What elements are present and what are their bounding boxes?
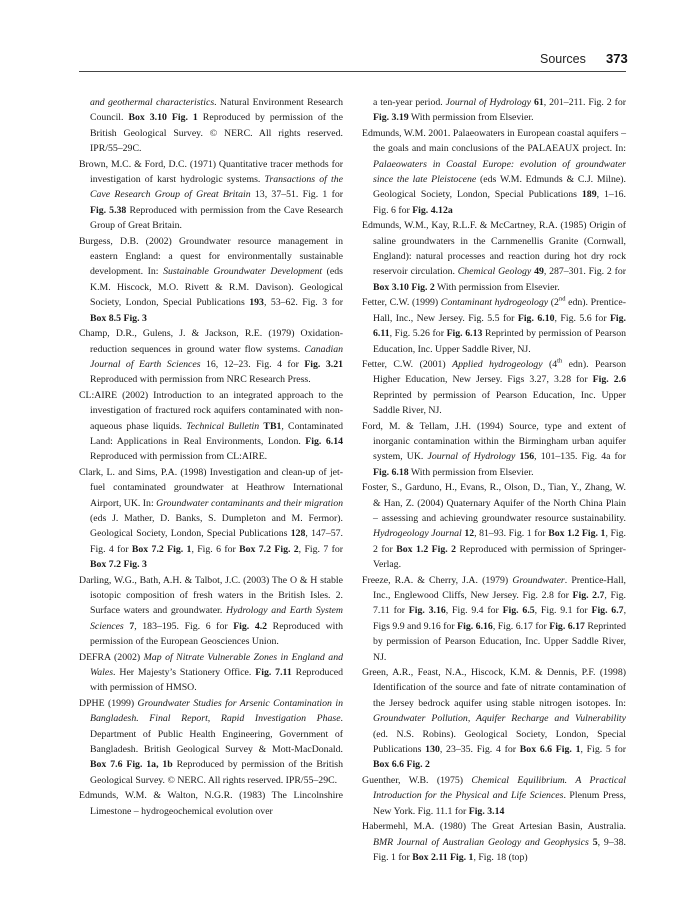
reference-entry: CL:AIRE (2002) Introduction to an integrated approach to the investigation of fractured rock aquifers contaminated with non-aqueous phase liquids. Technical Bulletin TB1, Contaminated Land: Applications in Real Environments, London. Fig. 6.14 Reproduced with permission from CL:AIRE. (79, 389, 344, 463)
reference-entry: a ten-year period. Journal of Hydrology 61, 201–211. Fig. 2 for Fig. 3.19 With permission from Elsevier. (373, 97, 626, 124)
running-header-title: Sources (540, 52, 586, 66)
reference-entry: Clark, L. and Sims, P.A. (1998) Investigation and clean-up of jet-fuel contaminated groundwater at Heathrow International Airport, UK. In: Groundwater contaminants and their migration (eds J. Mather, D. Banks, S. Dumpleton and M. Fermor). Geological Society, London, Special Publications 128, 147–57. Fig. 4 for Box 7.2 Fig. 1, Fig. 6 for Box 7.2 Fig. 2, Fig. 7 for Box 7.2 Fig. 3 (79, 466, 343, 571)
reference-entry: Edmunds, W.M. 2001. Palaeowaters in European coastal aquifers – the goals and main conclusions of the PALAEAUX project. In: Palaeowaters in Coastal Europe: evolution of groundwater since the late Pleistocene (eds W.M. Edmunds & C.J. Milne). Geological Society, London, Special Publications 189, 1–16. Fig. 6 for Fig. 4.12a (362, 127, 626, 216)
reference-entry: Ford, M. & Tellam, J.H. (1994) Source, type and extent of inorganic contamination within the Birmingham urban aquifer system, UK. Journal of Hydrology 156, 101–135. Fig. 4a for Fig. 6.18 With permission from Elsevier. (362, 420, 626, 478)
page-number: 373 (606, 51, 628, 66)
reference-entry: Edmunds, W.M. & Walton, N.G.R. (1983) The Lincolnshire Limestone – hydrogeochemical evolution over (79, 790, 343, 817)
reference-entry: DPHE (1999) Groundwater Studies for Arsenic Contamination in Bangladesh. Final Report, Rapid Investigation Phase. Department of Public Health Engineering, Government of Bangladesh. British Geological Survey & Mott-MacDonald. Box 7.6 Fig. 1a, 1b Reproduced by permission of the British Geological Survey. © NERC. All rights reserved. IPR/55–29C. (79, 697, 343, 786)
reference-entry: Fetter, C.W. (1999) Contaminant hydrogeology (2nd edn). Prentice-Hall, Inc., New Jersey. Fig. 5.5 for Fig. 6.10, Fig. 5.6 for Fig. 6.11, Fig. 5.26 for Fig. 6.13 Reprinted by permission of Pearson Education, Inc. Upper Saddle River, NJ. (362, 296, 627, 355)
reference-entry: Habermehl, M.A. (1980) The Great Artesian Basin, Australia. BMR Journal of Australian Geology and Geophysics 5, 9–38. Fig. 1 for Box 2.11 Fig. 1, Fig. 18 (top) (362, 821, 626, 863)
reference-entry: Fetter, C.W. (2001) Applied hydrogeology (4th edn). Pearson Higher Education, New Jersey. Figs 3.27, 3.28 for Fig. 2.6 Reprinted by permission of Pearson Education, Inc. Upper Saddle River, NJ. (362, 357, 626, 417)
reference-entry: Edmunds, W.M., Kay, R.L.F. & McCartney, R.A. (1985) Origin of saline groundwaters in the Carnmenellis Granite (Cornwall, England): natural processes and reaction during hot dry rock reservoir circulation. Chemical Geology 49, 287–301. Fig. 2 for Box 3.10 Fig. 2 With permission from Elsevier. (362, 220, 627, 293)
reference-entry: and geothermal characteristics. Natural Environment Research Council. Box 3.10 Fig. 1 Reproduced by permission of the British Geological Survey. © NERC. All rights reserved. IPR/55–29C. (90, 97, 343, 155)
references-right-column (362, 95, 626, 865)
reference-entry: Foster, S., Garduno, H., Evans, R., Olson, D., Tian, Y., Zhang, W. & Han, Z. (2004) Quaternary Aquifer of the North China Plain – assessing and achieving groundwater resource sustainability. Hydrogeology Journal 12, 81–93. Fig. 1 for Box 1.2 Fig. 1, Fig. 2 for Box 1.2 Fig. 2 Reproduced with permission of Springer-Verlag. (362, 482, 626, 571)
reference-entry: Freeze, R.A. & Cherry, J.A. (1979) Groundwater. Prentice-Hall, Inc., Englewood Cliffs, New Jersey. Fig. 2.8 for Fig. 2.7, Fig. 7.11 for Fig. 3.16, Fig. 9.4 for Fig. 6.5, Fig. 9.1 for Fig. 6.7, Figs 9.9 and 9.16 for Fig. 6.16, Fig. 6.17 for Fig. 6.17 Reprinted by permission of Pearson Education, Inc. Upper Saddle River, NJ. (362, 574, 627, 663)
header-rule (79, 71, 626, 72)
reference-entry: Champ, D.R., Gulens, J. & Jackson, R.E. (1979) Oxidation-reduction sequences in ground water flow systems. Canadian Journal of Earth Sciences 16, 12–23. Fig. 4 for Fig. 3.21 Reproduced with permission from NRC Research Press. (79, 328, 343, 386)
reference-entry: Darling, W.G., Bath, A.H. & Talbot, J.C. (2003) The O & H stable isotopic composition of fresh waters in the British Isles. 2. Surface waters and groundwater. Hydrology and Earth System Sciences 7, 183–195. Fig. 6 for Fig. 4.2 Reproduced with permission of the European Geosciences Union. (79, 574, 343, 648)
reference-entry: DEFRA (2002) Map of Nitrate Vulnerable Zones in England and Wales. Her Majesty’s Stationery Office. Fig. 7.11 Reproduced with permission of HMSO. (79, 651, 343, 694)
reference-entry: Brown, M.C. & Ford, D.C. (1971) Quantitative tracer methods for investigation of karst hydrologic systems. Transactions of the Cave Research Group of Great Britain 13, 37–51. Fig. 1 for Fig. 5.38 Reproduced with permission from the Cave Research Group of Great Britain. (79, 158, 343, 232)
reference-entry: Green, A.R., Feast, N.A., Hiscock, K.M. & Dennis, P.F. (1998) Identification of the source and fate of nitrate contamination of the Jersey bedrock aquifer using stable nitrogen isotopes. In: Groundwater Pollution, Aquifer Recharge and Vulnerability (ed. N.S. Robins). Geological Society, London, Special Publications 130, 23–35. Fig. 4 for Box 6.6 Fig. 1, Fig. 5 for Box 6.6 Fig. 2 (362, 667, 626, 771)
reference-entry: Guenther, W.B. (1975) Chemical Equilibrium. A Practical Introduction for the Physical and Life Sciences. Plenum Press, New York. Fig. 11.1 for Fig. 3.14 (362, 774, 627, 817)
references-left-column (79, 95, 343, 819)
reference-entry: Burgess, D.B. (2002) Groundwater resource management in eastern England: a quest for environmentally sustainable development. In: Sustainable Groundwater Development (eds K.M. Hiscock, M.O. Rivett & R.M. Davison). Geological Society, London, Special Publications 193, 53–62. Fig. 3 for Box 8.5 Fig. 3 (79, 235, 343, 324)
